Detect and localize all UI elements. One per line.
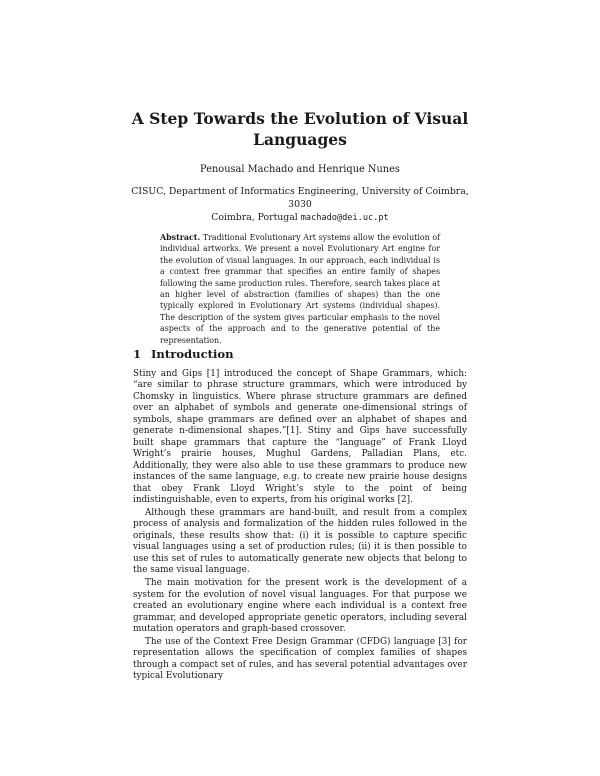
section-heading-introduction <box>133 347 234 361</box>
paper-authors: Penousal Machado and Henrique Nunes <box>200 164 400 175</box>
paragraph: Stiny and Gips [1] introduced the concept of Shape Grammars, which: “are similar to phrase structure grammars, which were introduced by Chomsky in linguistics. Where phrase structure grammars are defined over an alphabet of symbols and generate one-dimensional strings of symbols, shape grammars are defined over an alphabet of shapes and generate n-dimensional shapes.”[1]. Stiny and Gips have successfully built shape grammars that capture the “language” of Frank Lloyd Wright’s prairie houses, Mughul Gardens, Palladian Plans, etc. Additionally, they were also able to use these grammars to produce new instances of the same language, e.g. to create new prairie house designs that obey Frank Lloyd Wright’s style to the point of being indistinguishable, even to experts, from his original works [2]. <box>133 369 467 505</box>
abstract-text: Traditional Evolutionary Art systems allow the evolution of individual artworks. We present a novel Evolutionary Art engine for the evolution of visual languages. In our approach, each individual is a context free grammar that specifies an entire family of shapes following the same production rules. Therefore, search takes place at an higher level of abstraction (families of shapes) than the one typically explored in Evolutionary Art systems (individual shapes). The description of the system gives particular emphasis to the novel aspects of the approach and to the generative potential of the representation. <box>160 233 441 345</box>
abstract-label: Abstract. <box>160 233 201 242</box>
introduction-body <box>133 369 467 683</box>
paper-title: A Step Towards the Evolution of Visual Languages <box>131 109 469 149</box>
paragraph: The use of the Context Free Design Grammar (CFDG) language [3] for representation allows the specification of complex families of shapes through a compact set of rules, and has several potential advantages over typical Evolutionary <box>133 636 467 682</box>
paragraph: Although these grammars are hand-built, and result from a complex process of analysis and formalization of the hidden rules followed in the originals, these results show that: (i) it is possible to capture specific visual languages using a set of production rules; (ii) it is then possible to use this set of rules to automatically generate new objects that belong to the same visual language. <box>133 507 467 576</box>
abstract <box>160 232 440 346</box>
section-title: Introduction <box>151 347 234 361</box>
paragraph: The main motivation for the present work is the development of a system for the evolution of novel visual languages. For that purpose we created an evolutionary engine where each individual is a context free grammar, and developed appropriate genetic operators, including several mutation operators and graph-based crossover. <box>133 578 467 634</box>
affiliation-line-2: Coimbra, Portugal <box>211 212 298 223</box>
paper-affiliation <box>120 185 480 225</box>
author-email: machado@dei.uc.pt <box>300 213 389 223</box>
affiliation-line-1: CISUC, Department of Informatics Engineering, University of Coimbra, 3030 <box>131 186 469 210</box>
section-number: 1 <box>133 347 142 361</box>
